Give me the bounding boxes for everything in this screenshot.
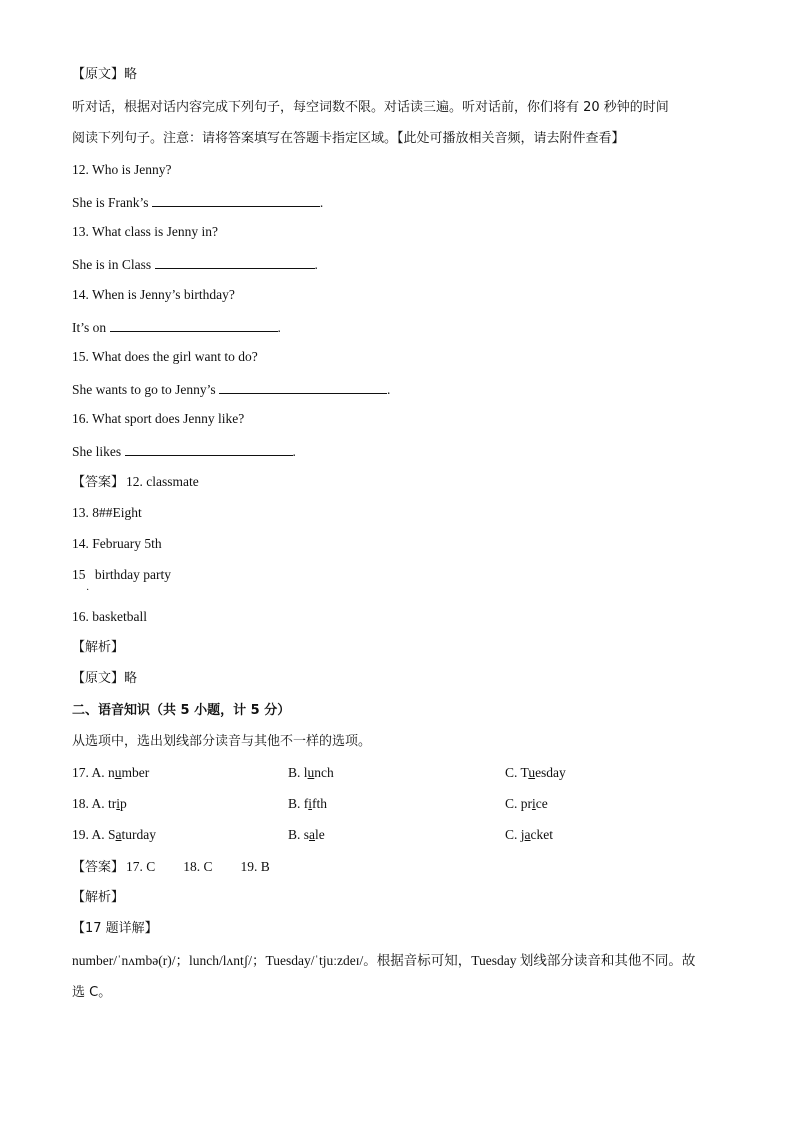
option-label: C. (505, 796, 518, 811)
answer-16: 16. basketball (72, 609, 147, 624)
answer-blank[interactable] (155, 254, 315, 269)
word-part: cket (530, 827, 554, 842)
answer-prefix: She is in Class (72, 257, 152, 272)
option-19-a (72, 826, 156, 844)
word-part: n (108, 765, 115, 780)
underlined-letter: u (114, 765, 122, 780)
answer-blank[interactable] (219, 379, 387, 394)
option-18-b (288, 795, 327, 813)
option-17-c (505, 764, 566, 782)
detail-line-2: 选 C。 (72, 985, 112, 1000)
analysis-tag: 【解析】 (72, 640, 125, 655)
question-number: 19. A. (72, 827, 105, 842)
answer-line-12 (72, 192, 323, 212)
word-part: T (520, 765, 529, 780)
section2-answers-row (72, 858, 270, 877)
question-12: 12. Who is Jenny? (72, 162, 172, 177)
answer-blank[interactable] (125, 441, 293, 456)
answer-suffix: . (277, 320, 281, 335)
answer-13: 13. 8##Eight (72, 505, 142, 520)
word-part: pr (520, 796, 533, 811)
word-part: turday (121, 827, 157, 842)
instructions-line-1: 听对话，根据对话内容完成下列句子，每空词数不限。对话读三遍。听对话前，你们将有 20 秒钟的时间 (72, 100, 669, 115)
option-label: B. (288, 796, 301, 811)
option-18-a (72, 795, 127, 813)
answers-row (72, 473, 199, 492)
answer-suffix: . (314, 257, 318, 272)
answer-line-16 (72, 441, 296, 461)
option-18-c (505, 795, 548, 813)
answer-line-13 (72, 254, 318, 274)
option-17-a (72, 764, 149, 782)
answer-17: 17. C (126, 859, 156, 874)
option-label: C. (505, 765, 518, 780)
option-19-c (505, 826, 553, 844)
detail-tag: 【17 题详解】 (72, 921, 158, 936)
question-15: 15. What does the girl want to do? (72, 349, 258, 364)
underlined-letter: i (308, 796, 313, 811)
word-part: nch (314, 765, 334, 780)
question-16: 16. What sport does Jenny like? (72, 411, 245, 426)
question-14: 14. When is Jenny’s birthday? (72, 287, 235, 302)
word-part: tr (108, 796, 117, 811)
answer-prefix: It’s on (72, 320, 107, 335)
answer-15 (72, 566, 171, 584)
answer-suffix: . (292, 444, 296, 459)
underlined-letter: a (524, 827, 531, 842)
answer-prefix: She likes (72, 444, 122, 459)
option-label: C. (505, 827, 518, 842)
answer-18: 18. C (183, 859, 213, 874)
underlined-letter: i (116, 796, 121, 811)
answer-prefix: She wants to go to Jenny’s (72, 382, 216, 397)
option-17-b (288, 764, 334, 782)
question-number: 18. A. (72, 796, 105, 811)
answer-15-num: 15 (72, 567, 86, 582)
original-tag: 【原文】略 (72, 67, 138, 82)
original-tag-2: 【原文】略 (72, 671, 138, 686)
word-part: esday (535, 765, 566, 780)
answer-14: 14. February 5th (72, 536, 162, 551)
option-label: B. (288, 827, 301, 842)
answer-19: 19. B (240, 859, 270, 874)
answer-tag: 【答案】 (72, 475, 125, 490)
answer-line-14 (72, 317, 281, 337)
underlined-letter: i (532, 796, 536, 811)
answer-line-15 (72, 379, 390, 399)
word-part: j (520, 827, 525, 842)
answer-suffix: . (319, 195, 324, 210)
option-label: B. (288, 765, 301, 780)
word-part: l (303, 765, 308, 780)
word-part: mber (121, 765, 150, 780)
answer-suffix: . (387, 382, 391, 397)
answer-prefix: She is Frank’s (72, 195, 149, 210)
word-part: p (120, 796, 127, 811)
underlined-letter: a (115, 827, 122, 842)
word-part: ce (535, 796, 548, 811)
answer-blank[interactable] (152, 192, 320, 207)
answer-15-text: birthday party (94, 567, 171, 582)
instructions-line-2: 阅读下列句子。注意：请将答案填写在答题卡指定区域。【此处可播放相关音频，请去附件查看】 (72, 131, 625, 146)
underlined-letter: a (309, 827, 316, 842)
underlined-letter: u (528, 765, 536, 780)
answer-12: 12. classmate (126, 474, 199, 489)
question-number: 17. A. (72, 765, 105, 780)
section-instruction: 从选项中，选出划线部分读音与其他不一样的选项。 (72, 734, 372, 749)
question-13: 13. What class is Jenny in? (72, 224, 218, 239)
section-heading: 二、语音知识（共 5 小题，计 5 分） (72, 703, 291, 718)
word-part: s (303, 827, 310, 842)
answer-tag: 【答案】 (72, 860, 125, 875)
analysis-tag-2: 【解析】 (72, 890, 125, 905)
word-part: fth (312, 796, 328, 811)
option-19-b (288, 826, 325, 844)
word-part: f (303, 796, 309, 811)
footnote-dot: · (86, 585, 90, 596)
word-part: S (108, 827, 116, 842)
answer-blank[interactable] (110, 317, 278, 332)
detail-line-1: number/ˈnʌmbə(r)/；lunch/lʌntʃ/；Tuesday/ˈtjuːzdeɪ/。根据音标可知，Tuesday 划线部分读音和其他不同。故 (72, 953, 696, 968)
underlined-letter: u (307, 765, 315, 780)
word-part: le (315, 827, 325, 842)
